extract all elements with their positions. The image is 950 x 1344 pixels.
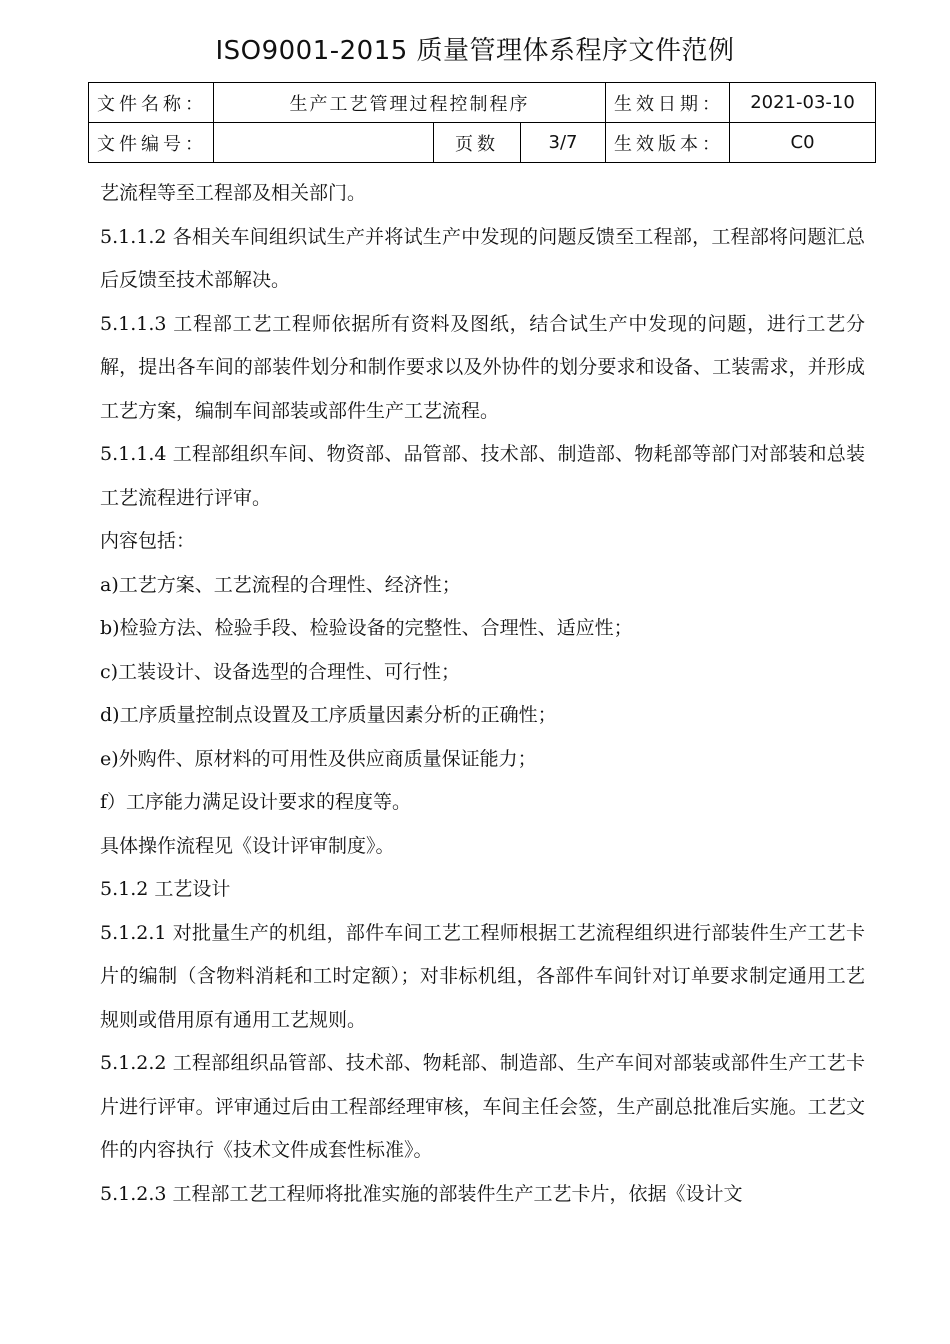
list-item: d)工序质量控制点设置及工序质量因素分析的正确性； — [100, 704, 557, 726]
document-title: ISO9001-2015 质量管理体系程序文件范例 — [215, 36, 735, 66]
pages-value: 3/7 — [521, 123, 606, 163]
file-name-value: 生产工艺管理过程控制程序 — [214, 83, 606, 123]
list-item: e)外购件、原材料的可用性及供应商质量保证能力； — [100, 747, 537, 770]
effective-date-value: 2021-03-10 — [730, 83, 876, 123]
paragraph: 艺流程等至工程部及相关部门。 — [100, 182, 367, 204]
document-body — [100, 172, 865, 1216]
file-no-value — [214, 123, 434, 163]
list-item: c)工装设计、设备选型的合理性、可行性； — [100, 660, 461, 683]
paragraph: 5.1.2.2 工程部组织品管部、技术部、物耗部、制造部、生产车间对部装或部件生产工艺卡片进行评审。评审通过后由工程部经理审核，车间主任会签，生产副总批准后实施。工艺文件的内容执行《技术文件成套性标准》。 — [100, 1052, 865, 1161]
file-name-label: 文件名称： — [89, 83, 214, 123]
paragraph: 5.1.1.3 工程部工艺工程师依据所有资料及图纸，结合试生产中发现的问题，进行工艺分解，提出各车间的部装件划分和制作要求以及外协件的划分要求和设备、工装需求，并形成工艺方案，编制车间部装或部件生产工艺流程。 — [100, 312, 865, 422]
file-no-label: 文件编号： — [89, 123, 214, 163]
paragraph: 内容包括： — [100, 530, 196, 552]
effective-date-label: 生效日期： — [606, 83, 730, 123]
version-value: C0 — [730, 123, 876, 163]
paragraph: 具体操作流程见《设计评审制度》。 — [100, 834, 395, 857]
header-row-2 — [89, 123, 876, 163]
section-heading: 5.1.2 工艺设计 — [100, 878, 231, 900]
paragraph: 5.1.1.4 工程部组织车间、物资部、品管部、技术部、制造部、物耗部等部门对部装和总装工艺流程进行评审。 — [100, 443, 865, 509]
paragraph: 5.1.2.3 工程部工艺工程师将批准实施的部装件生产工艺卡片，依据《设计文 — [100, 1182, 743, 1205]
list-item: a)工艺方案、工艺流程的合理性、经济性； — [100, 573, 461, 596]
paragraph: 5.1.1.2 各相关车间组织试生产并将试生产中发现的问题反馈至工程部，工程部将问题汇总后反馈至技术部解决。 — [100, 225, 865, 291]
list-item: f）工序能力满足设计要求的程度等。 — [100, 791, 412, 813]
header-row-1 — [89, 83, 876, 123]
paragraph: 5.1.2.1 对批量生产的机组，部件车间工艺工程师根据工艺流程组织进行部装件生产工艺卡片的编制（含物料消耗和工时定额）；对非标机组，各部件车间针对订单要求制定通用工艺规则或借用原有通用工艺规则。 — [100, 921, 865, 1031]
pages-label: 页数 — [434, 123, 521, 163]
version-label: 生效版本： — [606, 123, 730, 163]
document-header-table — [88, 82, 876, 163]
list-item: b)检验方法、检验手段、检验设备的完整性、合理性、适应性； — [100, 617, 633, 639]
